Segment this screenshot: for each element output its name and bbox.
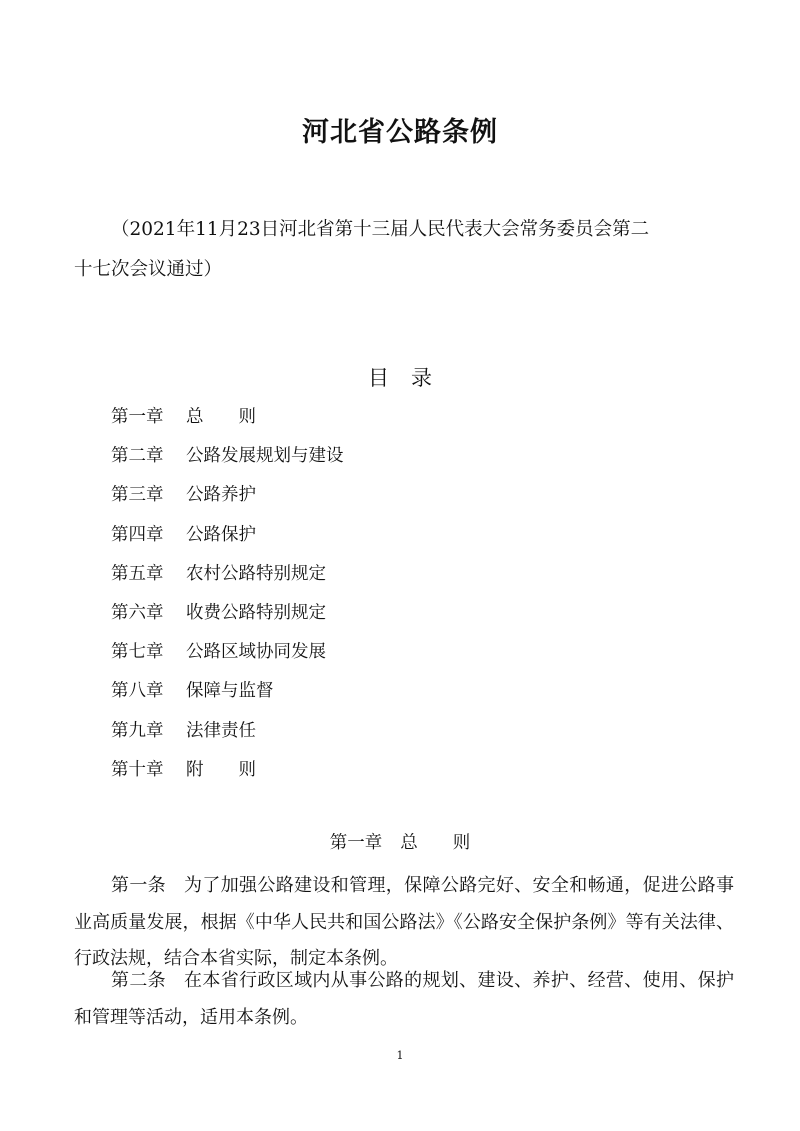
chapter-number: 第一章 [329, 833, 383, 853]
toc-item-number: 第七章 [111, 642, 164, 663]
chapter-title: 总 则 [400, 833, 471, 853]
page-number: 1 [396, 1049, 404, 1062]
toc-item-title: 农村公路特别规定 [186, 563, 326, 584]
toc-item-title: 公路养护 [186, 485, 256, 506]
toc-item-number: 第二章 [111, 446, 164, 467]
article-label: 第二条 [111, 970, 167, 991]
article-1 [74, 868, 734, 978]
toc-item-number: 第三章 [111, 485, 164, 506]
toc-item-chapter-7[interactable] [111, 638, 611, 677]
article-text: 在本省行政区域内从事公路的规划、建设、养护、经营、使用、保护和管理等活动，适用本条例。 [74, 970, 734, 1028]
chapter-1-heading [0, 829, 800, 854]
toc-item-title: 收费公路特别规定 [186, 602, 326, 623]
toc-item-chapter-6[interactable] [111, 599, 611, 638]
toc-item-number: 第八章 [111, 681, 164, 702]
toc-item-title: 附 则 [186, 759, 256, 780]
adoption-note-line-2: 十七次会议通过） [74, 259, 223, 280]
toc-item-number: 第四章 [111, 524, 164, 545]
article-label: 第一条 [111, 875, 167, 896]
toc-item-title: 公路发展规划与建设 [186, 446, 344, 467]
toc-item-title: 保障与监督 [186, 681, 274, 702]
adoption-note-line-1: （2021年11月23日河北省第十三届人民代表大会常务委员会第二 [111, 219, 650, 240]
toc-item-chapter-1[interactable] [111, 403, 611, 442]
toc-item-number: 第五章 [111, 563, 164, 584]
toc-item-chapter-10[interactable] [111, 756, 611, 795]
toc-item-chapter-3[interactable] [111, 481, 611, 520]
toc-heading-char-1: 目 [368, 366, 389, 390]
toc-item-chapter-8[interactable] [111, 677, 611, 716]
toc-item-title: 总 则 [186, 407, 256, 427]
toc-heading-char-2: 录 [411, 366, 432, 390]
toc-item-chapter-2[interactable] [111, 442, 611, 481]
toc-item-title: 公路保护 [186, 524, 256, 545]
toc-item-number: 第六章 [111, 602, 164, 623]
document-title: 河北省公路条例 [302, 117, 498, 148]
toc-item-chapter-5[interactable] [111, 560, 611, 599]
toc-item-number: 第九章 [111, 720, 164, 741]
article-text: 为了加强公路建设和管理，保障公路完好、安全和畅通，促进公路事业高质量发展，根据《中华人民共和国公路法》《公路安全保护条例》等有关法律、行政法规，结合本省实际，制定本条例。 [74, 875, 734, 969]
toc-heading [0, 362, 800, 392]
toc-item-number: 第一章 [111, 407, 164, 427]
toc-item-title: 法律责任 [186, 720, 256, 741]
toc-item-chapter-4[interactable] [111, 521, 611, 560]
toc-item-number: 第十章 [111, 759, 164, 780]
table-of-contents [111, 403, 611, 795]
adoption-note [74, 210, 734, 290]
toc-item-chapter-9[interactable] [111, 717, 611, 756]
toc-item-title: 公路区域协同发展 [186, 642, 326, 663]
article-2 [74, 963, 734, 1036]
